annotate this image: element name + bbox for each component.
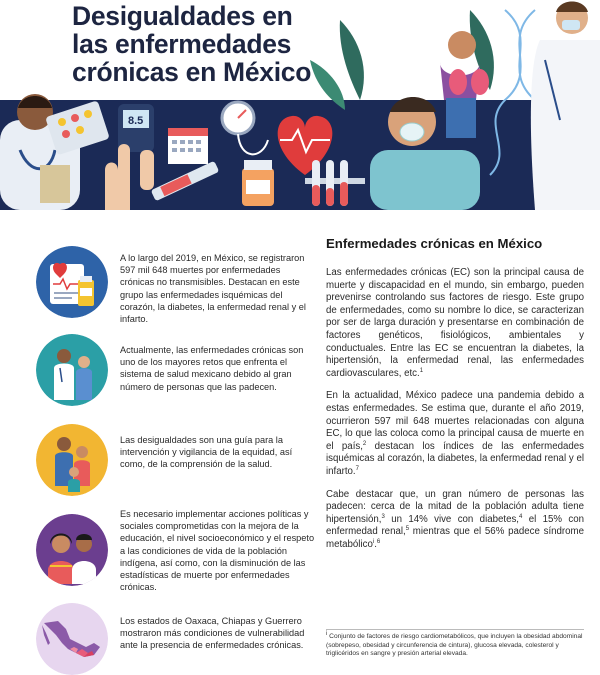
footnote-ref: 1	[419, 367, 424, 374]
title-line-2: las enfermedades	[72, 29, 292, 59]
paragraph-3-text-d: mientras que el 56% padece síndrome metabólico	[326, 526, 584, 550]
page-title	[72, 2, 392, 86]
syringe-icon	[151, 161, 220, 201]
paragraph-3-text-c: el 15% con enfermedad renal,	[326, 513, 584, 538]
footnote-ref: 2	[362, 440, 367, 447]
info-text-3: Las desigualdades son una guía para la intervención y vigilancia de la equidad, así como, de la comprensión de la salud.	[120, 435, 293, 470]
glucometer-reading: 8.5	[128, 115, 144, 127]
title-line-3: crónicas en México	[72, 57, 312, 87]
family-icon	[36, 424, 108, 496]
footnote-ref: 7	[355, 465, 359, 472]
info-text-2: Actualmente, las enfermedades crónicas son uno de los mayores retos que enfrenta el sistema de salud mexicano debido al gran número de personas que las padecen.	[120, 345, 304, 392]
test-tubes-icon	[305, 160, 365, 206]
main-content	[326, 236, 584, 561]
paragraph-2	[326, 390, 584, 478]
footnote-marker: i	[326, 630, 328, 637]
title-line-1: Desigualdades en	[72, 1, 293, 31]
paragraph-3-text-e: .	[374, 538, 377, 550]
footnote-text: Conjunto de factores de riesgo cardiometabólicos, que incluyen la obesidad abdominal (sobrepeso, obesidad y circunferencia de cintura), glucosa elevada, colesterol y triglicéridos en sangre y presión arterial elevada.	[326, 633, 583, 658]
indigenous-people-icon	[36, 514, 108, 586]
mexico-map-icon	[36, 603, 108, 675]
paragraph-1	[326, 267, 584, 380]
calendar-icon	[168, 128, 208, 164]
footnote-ref: 3	[381, 513, 385, 520]
info-text-1: A lo largo del 2019, en México, se registraron 597 mil 648 muertes por enfermedades crónicas no transmisibles. Destacan en este grupo las enfermedades isquémicas del corazón, la diabetes, la enfermedad renal y el infarto.	[120, 253, 306, 325]
paragraph-1-text: Las enfermedades crónicas (EC) son la principal causa de muerte y discapacidad en el mundo, sin embargo, pueden prevenirse controlando sus factores de riesgo. Este grupo de enfermedades, como su nombre lo dice, se caracterizan por ser de larga duración y presentarse en combinación de factores genéticos, fisiológicos, ambientales y conductuales. Entre las EC se encuentran la diabetes, la hipertensión, la enfermedad renal, las enfermedades cardiovasculares, etc.	[326, 267, 584, 379]
paragraph-3	[326, 489, 584, 552]
medical-report-icon	[36, 246, 108, 318]
pressure-gauge-icon	[222, 102, 268, 154]
doctor-figure-right	[531, 2, 600, 211]
footnote-ref: 6	[376, 538, 381, 545]
footnote	[326, 629, 584, 659]
doctor-patient-icon	[36, 334, 108, 406]
footnote-ref: 5	[405, 526, 410, 533]
paragraph-2-text-b: destacan los índices de las enfermedades isquémicas al corazón, la diabetes, la enfermedad renal y el infarto.	[326, 440, 585, 477]
section-title: Enfermedades crónicas en México	[326, 236, 543, 251]
paragraph-3-text-b: un 14% vive con diabetes,	[384, 513, 519, 525]
info-text-4: Es necesario implementar acciones políticas y sociales comprometidas con la mejora de la educación, el nivel socioeconómico y el respeto a las condiciones de vida de la población indígena, así como, con la disminución de las estadísticas de muerte por enfermedades crónicas.	[120, 509, 315, 593]
heart-icon	[278, 116, 333, 175]
paragraph-2-text-a: En la actualidad, México padece una pandemia debido a estas enfermedades. Se estima que, durante el año 2019, ocurrieron 597 mil 648 muertes relacionadas con alguna EC, lo que las coloca como la principal causa de muerte en el país,	[326, 390, 584, 452]
header	[0, 0, 600, 210]
hand-icon	[105, 144, 130, 210]
paragraph-3-text-a: Cabe destacar que, un gran número de personas las padecen: cerca de la mitad de la población adulta tiene hipertensión,	[326, 488, 584, 525]
pills-icon	[45, 100, 110, 155]
footnote-ref: 4	[519, 513, 523, 520]
info-text-5: Los estados de Oaxaca, Chiapas y Guerrero mostraron más condiciones de vulnerabilidad ante la presencia de enfermedades crónicas.	[120, 616, 305, 651]
footnote-ref: i	[372, 538, 375, 545]
medicine-bottle-icon	[242, 160, 274, 206]
